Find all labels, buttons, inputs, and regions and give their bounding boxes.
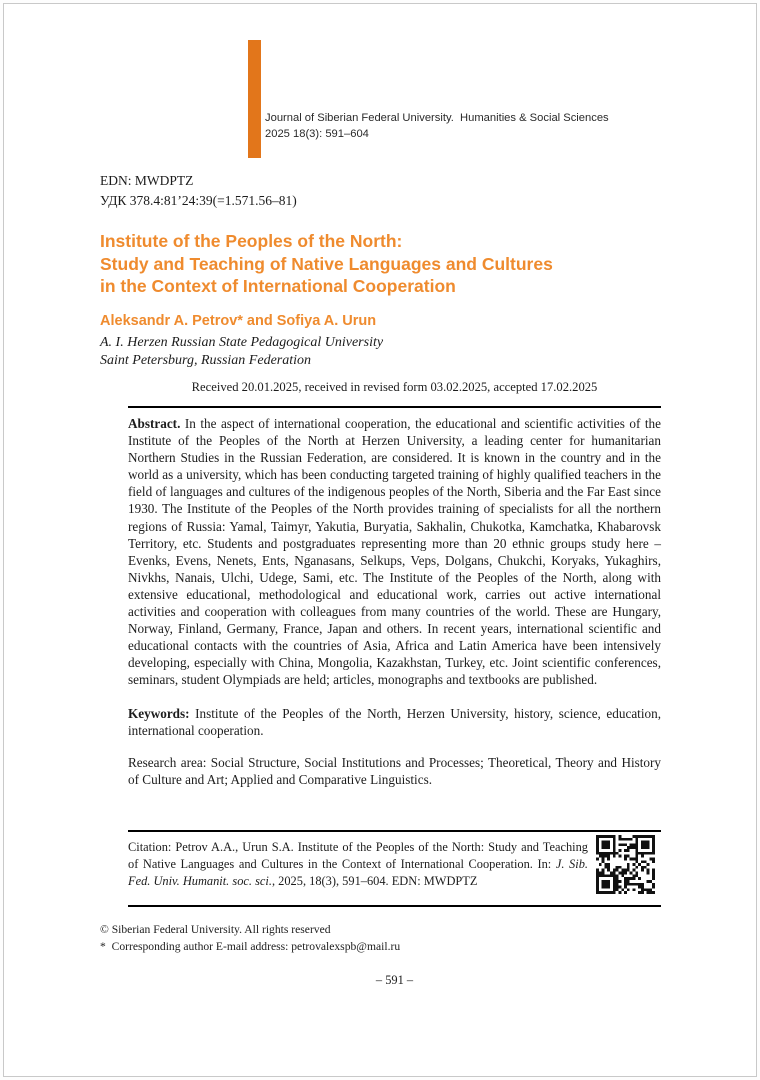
abstract-label: Abstract. (128, 416, 181, 431)
research-area-text: Social Structure, Social Institutions and Processes; Theoretical, Theory and History of Culture and Art; Applied and Comparative Linguistics. (128, 754, 662, 787)
journal-header (265, 111, 609, 142)
citation-text-1: Citation: Petrov A.A., Urun S.A. Institute of the Peoples of the North: Study and Teaching of Native Languages and Cultures in the Context of International Cooperation. In: (128, 840, 588, 872)
corresponding-author-line: * Corresponding author E-mail address: petrovalexspb@mail.ru (100, 939, 401, 953)
qr-code (596, 835, 655, 894)
keywords-label: Keywords: (128, 705, 190, 721)
citation-journal-italic: J. Sib. Fed. Univ. Humanit. soc. sci. (128, 857, 588, 889)
divider-bottom (128, 905, 661, 907)
title-line-1: Institute of the Peoples of the North: (100, 231, 403, 251)
abstract-text: In the aspect of international cooperation, the educational and scientific activities of the Institute of the Peoples of the North at Herzen University, a leading center for humanitarian Northern Studies in the Russian Federation, are considered. It is known in the country and in the world as a university, which has been conducting targeted training of highly qualified teachers in the field of languages and cultures of the indigenous peoples of the North, Siberia and the Far East since 1930. The Institute of the Peoples of the North provides training of specialists for all the northern regions of Russia: Yamal, Taimyr, Yakutia, Buryatia, Sakhalin, Chukotka, Kamchatka, Khabarovsk Territory, etc. Students and postgraduates representing more than 20 ethnic groups study here – Evenks, Evens, Nenets, Ents, Nganasans, Selkups, Veps, Dolgans, Chukchi, Koryaks, Yukaghirs, Nivkhs, Nanais, Ulchi, Udege, Sami, etc. The Institute of the Peoples of the North, along with extensive educational, methodological and educational work, carries out active international activities and cooperation with colleagues from many countries of the world. These are Hungary, Norway, Finland, Germany, France, Japan and others. In recent years, international scientific and educational contacts with the countries of Asia, Africa and Latin America have been intensively developing, especially with China, Mongolia, Kazakhstan, Turkey, etc. Joint scientific conferences, seminars, student Olympiads are held; articles, monographs and textbooks are published. (128, 416, 661, 688)
footnotes (100, 922, 400, 955)
title-line-3: in the Context of International Cooperation (100, 276, 456, 296)
journal-title-line: Journal of Siberian Federal University. Humanities & Social Sciences (265, 112, 609, 124)
affiliation-line-1: A. I. Herzen Russian State Pedagogical University (100, 335, 384, 350)
udk-line: УДК 378.4:81’24:39(=1.571.56–81) (100, 193, 297, 208)
affiliation-line-2: Saint Petersburg, Russian Federation (100, 352, 312, 368)
keywords-paragraph (128, 705, 661, 739)
edn-line: EDN: MWDPTZ (100, 173, 194, 188)
article-meta (100, 171, 297, 211)
citation-text-2: , 2025, 18(3), 591–604. EDN: MWDPTZ (271, 874, 478, 889)
research-area-label: Research area: (128, 754, 207, 770)
authors-line: Aleksandr A. Petrov* and Sofiya A. Urun (100, 313, 377, 329)
divider-top (128, 406, 661, 408)
journal-issue-line: 2025 18(3): 591–604 (265, 127, 369, 140)
research-area-paragraph (128, 754, 661, 788)
title-line-2: Study and Teaching of Native Languages and Cultures (100, 253, 553, 274)
copyright-line: © Siberian Federal University. All rights reserved (100, 923, 331, 936)
article-body (128, 415, 661, 788)
divider-middle (128, 830, 661, 832)
article-title (100, 230, 553, 298)
affiliation (100, 334, 383, 369)
citation-paragraph (128, 839, 588, 891)
received-line: Received 20.01.2025, received in revised form 03.02.2025, accepted 17.02.2025 (191, 380, 598, 394)
keywords-text: Institute of the Peoples of the North, Herzen University, history, science, education, international cooperation. (128, 705, 661, 738)
abstract-paragraph (128, 415, 661, 689)
page-number: – 591 – (375, 973, 414, 987)
journal-page (3, 3, 757, 1077)
journal-accent-bar (248, 40, 261, 158)
